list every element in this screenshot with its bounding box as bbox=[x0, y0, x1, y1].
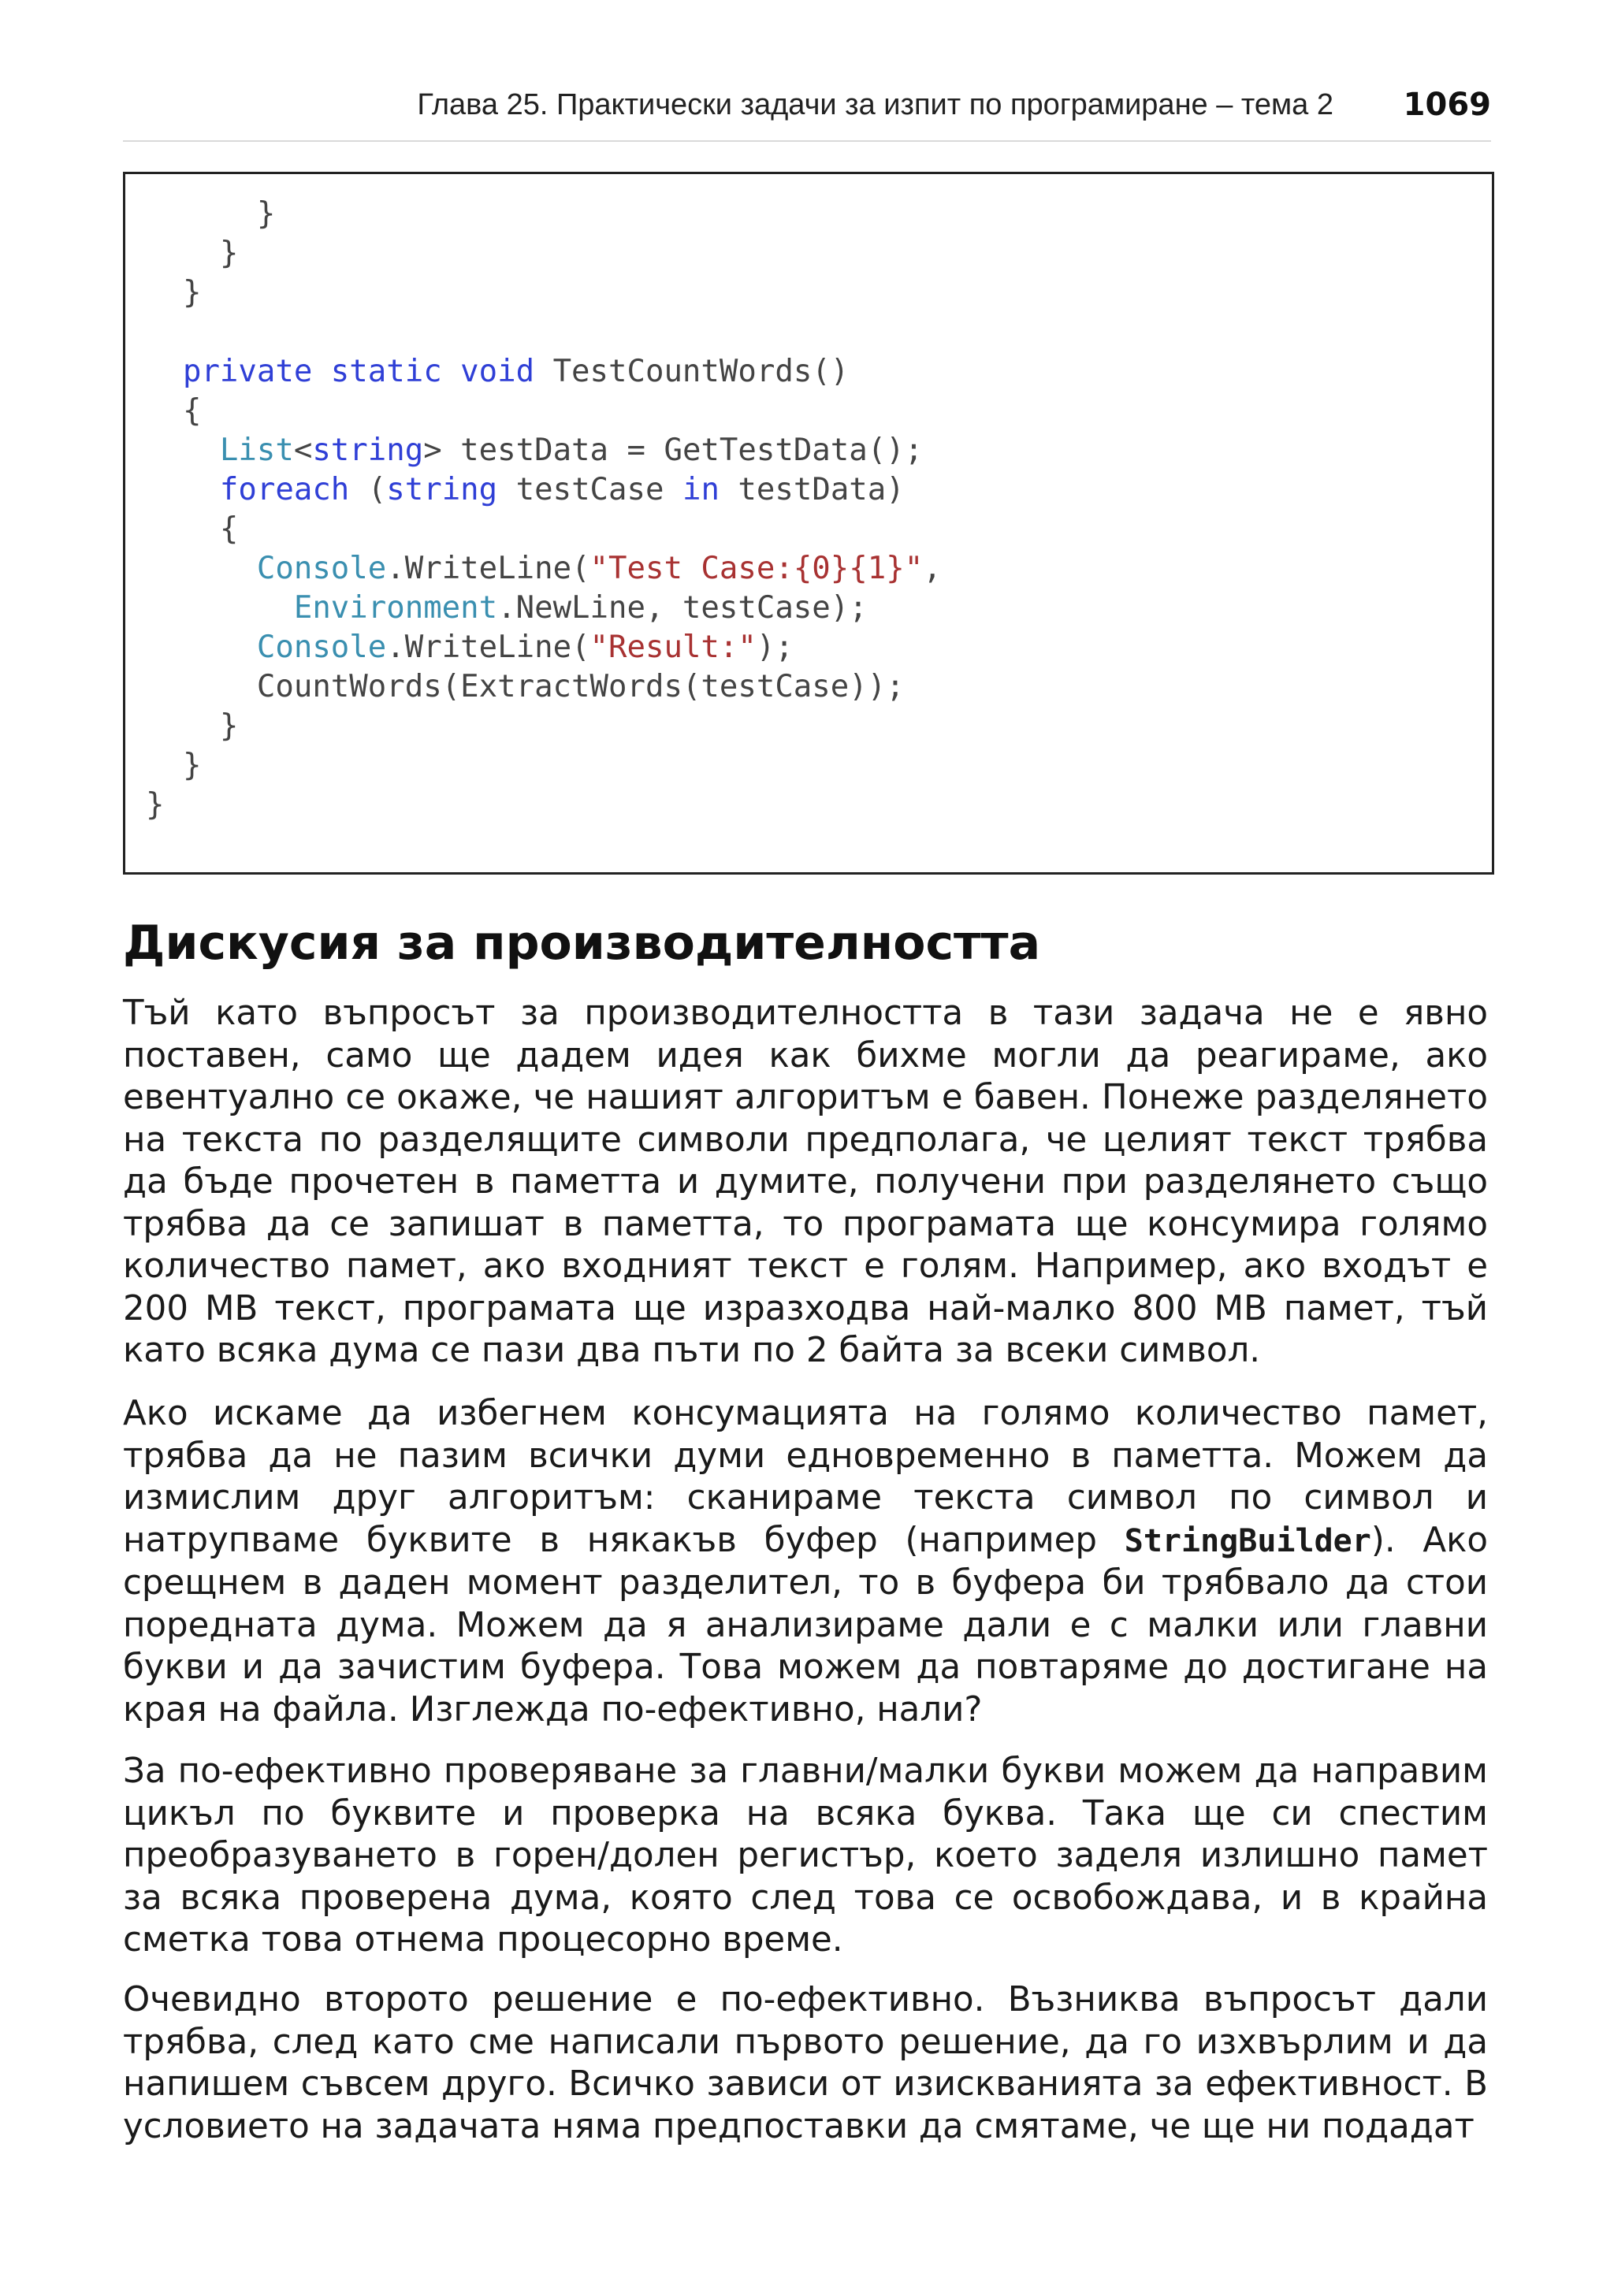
code-listing bbox=[123, 172, 1494, 875]
code-token bbox=[146, 630, 257, 665]
code-token: { bbox=[146, 511, 239, 547]
code-token: Console bbox=[256, 551, 387, 586]
section-heading: Дискусия за производителността bbox=[123, 916, 1041, 971]
code-token bbox=[146, 354, 183, 389]
code-token: private static void bbox=[182, 354, 535, 389]
code-token: in bbox=[682, 472, 720, 507]
code-token: testCase bbox=[497, 472, 682, 507]
code-token: < bbox=[293, 433, 313, 468]
code-token: , bbox=[923, 551, 942, 586]
inline-code: StringBuilder bbox=[1124, 1522, 1371, 1559]
code-token: ); bbox=[756, 630, 794, 665]
chapter-title: Глава 25. Практически задачи за изпит по програмиране – тема 2 bbox=[417, 88, 1333, 121]
code-token: testData) bbox=[719, 472, 905, 507]
code-token: TestCountWords() bbox=[534, 354, 850, 389]
code-token: .WriteLine( bbox=[386, 551, 590, 586]
code-token: .WriteLine( bbox=[386, 630, 590, 665]
code-token: List bbox=[219, 433, 294, 468]
paragraph-text: Ако искаме да избегнем консумацията на голямо количество памет, трябва да не пазим всички думи едновременно в паметта. Можем да измислим друг алгоритъм: сканираме текста символ по символ и натрупваме буквите в някакъв буфер (например bbox=[123, 1394, 1488, 1560]
code-token: } bbox=[146, 708, 239, 744]
code-line bbox=[146, 195, 275, 234]
code-line bbox=[146, 470, 905, 510]
code-token: } bbox=[146, 787, 165, 823]
code-line bbox=[146, 392, 201, 431]
code-line bbox=[146, 786, 164, 825]
code-line bbox=[146, 667, 905, 707]
code-line bbox=[146, 628, 794, 667]
code-line bbox=[146, 746, 201, 786]
code-line bbox=[146, 589, 868, 628]
code-token: > testData = GetTestData(); bbox=[423, 433, 924, 468]
code-token: string bbox=[386, 472, 498, 507]
code-token: } bbox=[146, 275, 202, 310]
code-line bbox=[146, 707, 238, 746]
paragraph-text: ). Ако срещнем в даден момент разделител, то в буфера би трябвало да стои поредната дума. Можем да я анализираме дали е с малки или главни букви и да зачистим буфера. Това можем да повтаряме до достигане на края на файла. Изглежда по-ефективно, нали? bbox=[123, 1520, 1488, 1729]
code-line bbox=[146, 234, 238, 273]
page-header bbox=[123, 77, 1491, 142]
code-line bbox=[146, 273, 201, 313]
code-token bbox=[146, 472, 220, 507]
code-line bbox=[146, 549, 942, 589]
paragraph-performance: Тъй като въпросът за производителността в тази задача не е явно поставен, само ще дадем идея как бихме могли да реагираме, ако евентуално се окаже, че нашият алгоритъм е бавен. Понеже разделянето на текста по разделящите символи предполага, че целият текст трябва да бъде прочетен в паметта и думите, получени при разделянето също трябва да се запишат в паметта, то програмата ще консумира голямо количество памет, ако входният текст е голям. Например, ако входът е 200 MB текст, програмата ще изразходва най-малко 800 MB памет, тъй като всяка дума се пази два пъти по 2 байта за всеки символ. bbox=[123, 994, 1488, 1370]
code-token bbox=[146, 590, 294, 626]
code-line bbox=[146, 431, 923, 470]
code-token: "Test Case:{0}{1}" bbox=[589, 551, 924, 586]
paragraph-conclusion: Очевидно второто решение е по-ефективно. Възниква въпросът дали трябва, след като сме написали първото решение, да го изхвърлим и да напишем съвсем друго. Всичко зависи от изискванията за ефективност. В условието на задачата няма предпоставки да смятаме, че ще ни подадат bbox=[123, 1980, 1488, 2146]
code-token: Environment bbox=[293, 590, 498, 626]
code-token: } bbox=[146, 196, 276, 232]
code-token: } bbox=[146, 748, 202, 783]
code-token: { bbox=[146, 393, 202, 429]
code-token: string bbox=[312, 433, 424, 468]
code-token: .NewLine, testCase); bbox=[497, 590, 868, 626]
code-token: } bbox=[146, 236, 239, 271]
paragraph-memory bbox=[123, 1393, 1488, 1731]
code-line bbox=[146, 352, 849, 392]
code-token bbox=[146, 551, 257, 586]
code-line bbox=[146, 510, 238, 549]
paragraph-case-check: За по-ефективно проверяване за главни/малки букви можем да направим цикъл по буквите и проверка на всяка буква. Така ще си спестим преобразуването в горен/долен регистър, което заделя излишно памет за всяка проверена дума, която след това се освобождава, и в крайна сметка това отнема процесорно време. bbox=[123, 1752, 1488, 1960]
code-token bbox=[146, 433, 220, 468]
code-token: "Result:" bbox=[589, 630, 757, 665]
page-number: 1069 bbox=[1403, 87, 1491, 123]
code-token: CountWords(ExtractWords(testCase)); bbox=[146, 669, 905, 704]
code-token: foreach bbox=[219, 472, 350, 507]
code-token: Console bbox=[256, 630, 387, 665]
code-token: ( bbox=[349, 472, 387, 507]
